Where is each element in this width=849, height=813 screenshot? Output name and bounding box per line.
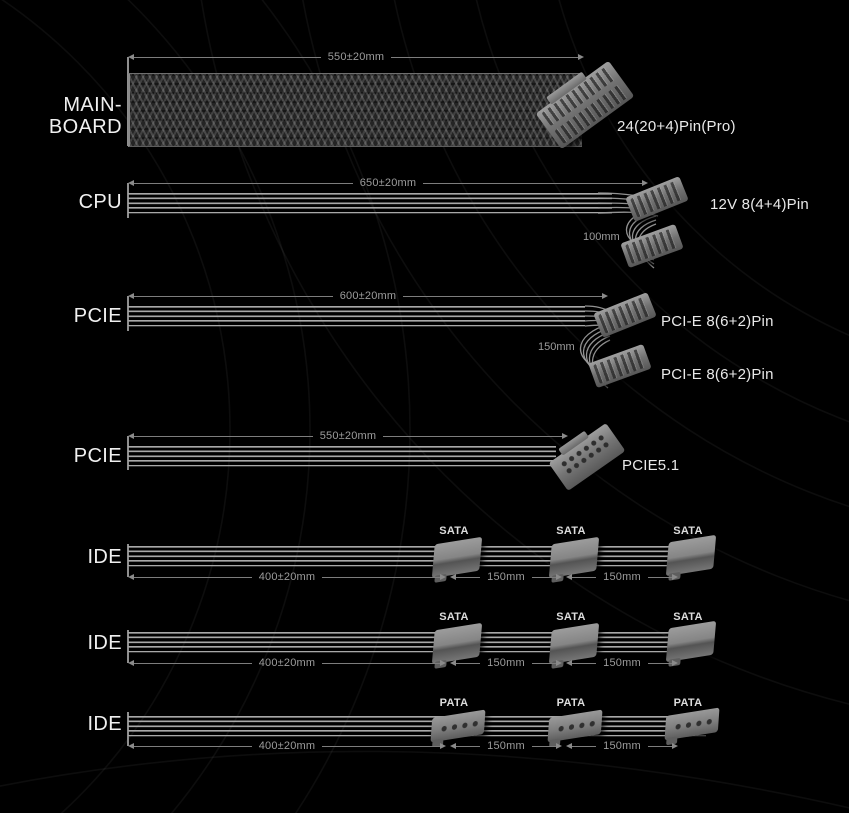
sata2-segment1-dimension: 150mm — [450, 657, 562, 669]
pcie-branch-length-label: 150mm — [538, 341, 575, 353]
arrow-right-icon — [602, 293, 608, 299]
sata-ribbon-cable — [128, 546, 706, 568]
sata-plug-label: SATA — [439, 611, 469, 623]
sata2-segment2-dimension: 150mm — [566, 657, 678, 669]
pata-plug-label: PATA — [439, 697, 469, 709]
cpu-connector-label: 12V 8(4+4)Pin — [710, 196, 809, 213]
pcie5-label: PCIE — [73, 445, 122, 467]
arrow-right-icon — [642, 180, 648, 186]
cpu-label: CPU — [78, 191, 122, 213]
pcie-connector-label-top: PCI-E 8(6+2)Pin — [661, 313, 774, 330]
arrow-right-icon — [562, 433, 568, 439]
connector-sata-icon — [666, 535, 716, 576]
sata2-length-dimension: 400±20mm — [128, 657, 446, 669]
ide-label: IDE — [87, 713, 122, 735]
pcie-label: PCIE — [73, 305, 122, 327]
sata-plug-label: SATA — [673, 525, 703, 537]
pata-plug-label: PATA — [556, 697, 586, 709]
cpu-branch-length-label: 100mm — [583, 231, 620, 243]
connector-8pin-cpu-bottom-icon — [620, 224, 683, 268]
pcie5-ribbon-cable — [128, 446, 556, 468]
sata-plug-label: SATA — [556, 611, 586, 623]
pata-plug-label: PATA — [673, 697, 703, 709]
sata-ribbon-cable — [128, 632, 706, 654]
sata-plug-label: SATA — [673, 611, 703, 623]
pcie5-length-dimension: 550±20mm — [128, 430, 568, 442]
mainboard-braided-cable — [128, 73, 582, 147]
pcie5-connector-label: PCIE5.1 — [622, 457, 680, 474]
ide-label: IDE — [87, 546, 122, 568]
connector-pata-icon — [664, 707, 719, 740]
mainboard-length-dimension: 550±20mm — [128, 51, 584, 63]
pcie-length-dimension: 600±20mm — [128, 290, 608, 302]
mainboard-connector-label: 24(20+4)Pin(Pro) — [617, 118, 736, 135]
pata-ribbon-cable — [128, 716, 706, 738]
sata-plug-label: SATA — [439, 525, 469, 537]
arrow-right-icon — [578, 54, 584, 60]
cpu-length-dimension: 650±20mm — [128, 177, 648, 189]
sata-plug-label: SATA — [556, 525, 586, 537]
connector-8pin-pcie-bottom-icon — [588, 344, 651, 388]
ide-label: IDE — [87, 632, 122, 654]
pcie-connector-label-bottom: PCI-E 8(6+2)Pin — [661, 366, 774, 383]
pata-segment2-dimension: 150mm — [566, 740, 678, 752]
sata-length-dimension: 400±20mm — [128, 571, 446, 583]
sata-segment1-dimension: 150mm — [450, 571, 562, 583]
connector-sata-icon — [666, 621, 716, 662]
pata-length-dimension: 400±20mm — [128, 740, 446, 752]
pata-segment1-dimension: 150mm — [450, 740, 562, 752]
mainboard-label: MAIN- BOARD — [48, 94, 122, 138]
cpu-ribbon-cable — [128, 193, 612, 215]
sata-segment2-dimension: 150mm — [566, 571, 678, 583]
pcie-ribbon-cable — [128, 306, 585, 328]
